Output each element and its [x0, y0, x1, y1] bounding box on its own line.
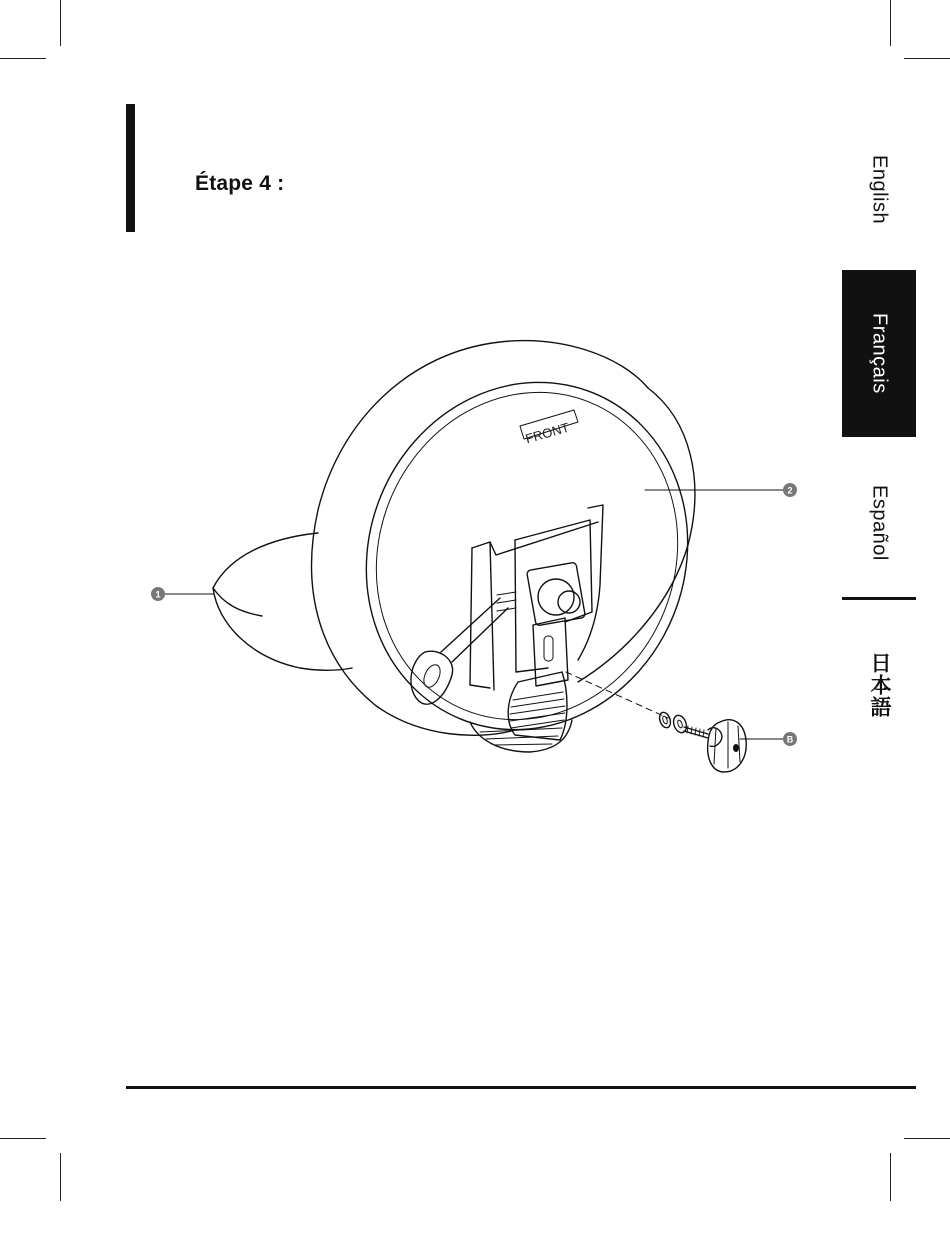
callout-1	[151, 587, 165, 601]
front-label: FRONT	[523, 419, 571, 447]
knob-screw	[566, 672, 746, 772]
callout-b	[783, 732, 797, 746]
mounting-bracket	[470, 505, 603, 690]
tab-francais-label: Français	[868, 313, 891, 394]
callout-2	[783, 483, 797, 497]
callout-1-label: 1	[155, 589, 161, 600]
step-title: Étape 4 :	[195, 172, 285, 195]
tab-japanese-label: 日本語	[868, 652, 891, 718]
tab-espanol-label: Español	[868, 484, 891, 561]
callout-b-label: B	[786, 734, 794, 745]
callout-2-label: 2	[787, 485, 793, 496]
footer-rule	[126, 1086, 916, 1089]
gas-lift-base	[470, 672, 572, 752]
tab-english-label: English	[868, 155, 891, 225]
